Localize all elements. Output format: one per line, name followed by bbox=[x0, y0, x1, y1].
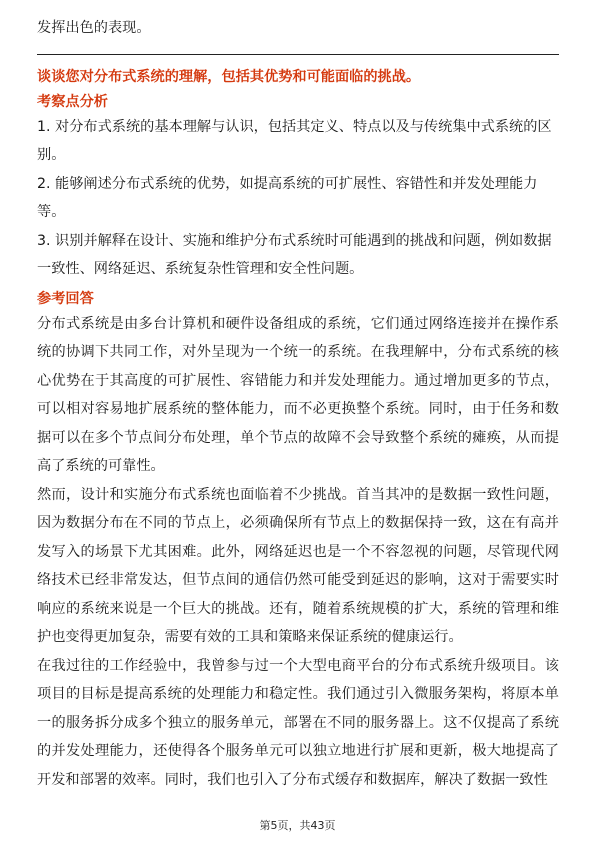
analysis-item-2: 2. 能够阐述分布式系统的优势，如提高系统的可扩展性、容错性和并发处理能力等。 bbox=[37, 175, 538, 220]
section-divider bbox=[37, 54, 559, 55]
reference-heading: 参考回答 bbox=[37, 290, 94, 307]
intro-tail-text: 发挥出色的表现。 bbox=[37, 20, 151, 36]
page-number-footer: 第5页，共43页 bbox=[259, 819, 336, 832]
reference-paragraph-3: 在我过往的工作经验中，我曾参与过一个大型电商平台的分布式系统升级项目。该项目的目标是提高系统的处理能力和稳定性。我们通过引入微服务架构，将原本单一的服务拆分成多个独立的服务单元，部署在不同的服务器上。这不仅提高了系统的并发处理能力，还使得各个服务单元可以独立地进行扩展和更新，极大地提高了开发和部署的效率。同时，我们也引入了分布式缓存和数据库，解决了数据一致性 bbox=[37, 657, 559, 788]
reference-paragraph-1: 分布式系统是由多台计算机和硬件设备组成的系统，它们通过网络连接并在操作系统的协调下共同工作，对外呈现为一个统一的系统。在我理解中，分布式系统的核心优势在于其高度的可扩展性、容错能力和并发处理能力。通过增加更多的节点，可以相对容易地扩展系统的整体能力，而不必更换整个系统。同时，由于任务和数据可以在多个节点间分布处理，单个节点的故障不会导致整个系统的瘫痪，从而提高了系统的可靠性。 bbox=[37, 315, 559, 474]
analysis-item-3: 3. 识别并解释在设计、实施和维护分布式系统时可能遇到的挑战和问题，例如数据一致性、网络延迟、系统复杂性管理和安全性问题。 bbox=[37, 232, 552, 277]
question-heading: 谈谈您对分布式系统的理解，包括其优势和可能面临的挑战。 bbox=[37, 68, 421, 85]
analysis-item-1: 1. 对分布式系统的基本理解与认识，包括其定义、特点以及与传统集中式系统的区别。 bbox=[37, 118, 552, 163]
reference-paragraph-2: 然而，设计和实施分布式系统也面临着不少挑战。首当其冲的是数据一致性问题，因为数据分布在不同的节点上，必须确保所有节点上的数据保持一致，这在有高并发写入的场景下尤其困难。此外，网络延迟也是一个不容忽视的问题，尽管现代网络技术已经非常发达，但节点间的通信仍然可能受到延迟的影响，这对于需要实时响应的系统来说是一个巨大的挑战。还有，随着系统规模的扩大，系统的管理和维护也变得更加复杂，需要有效的工具和策略来保证系统的健康运行。 bbox=[37, 486, 559, 645]
analysis-heading: 考察点分析 bbox=[37, 93, 108, 110]
page-content bbox=[37, 14, 559, 794]
